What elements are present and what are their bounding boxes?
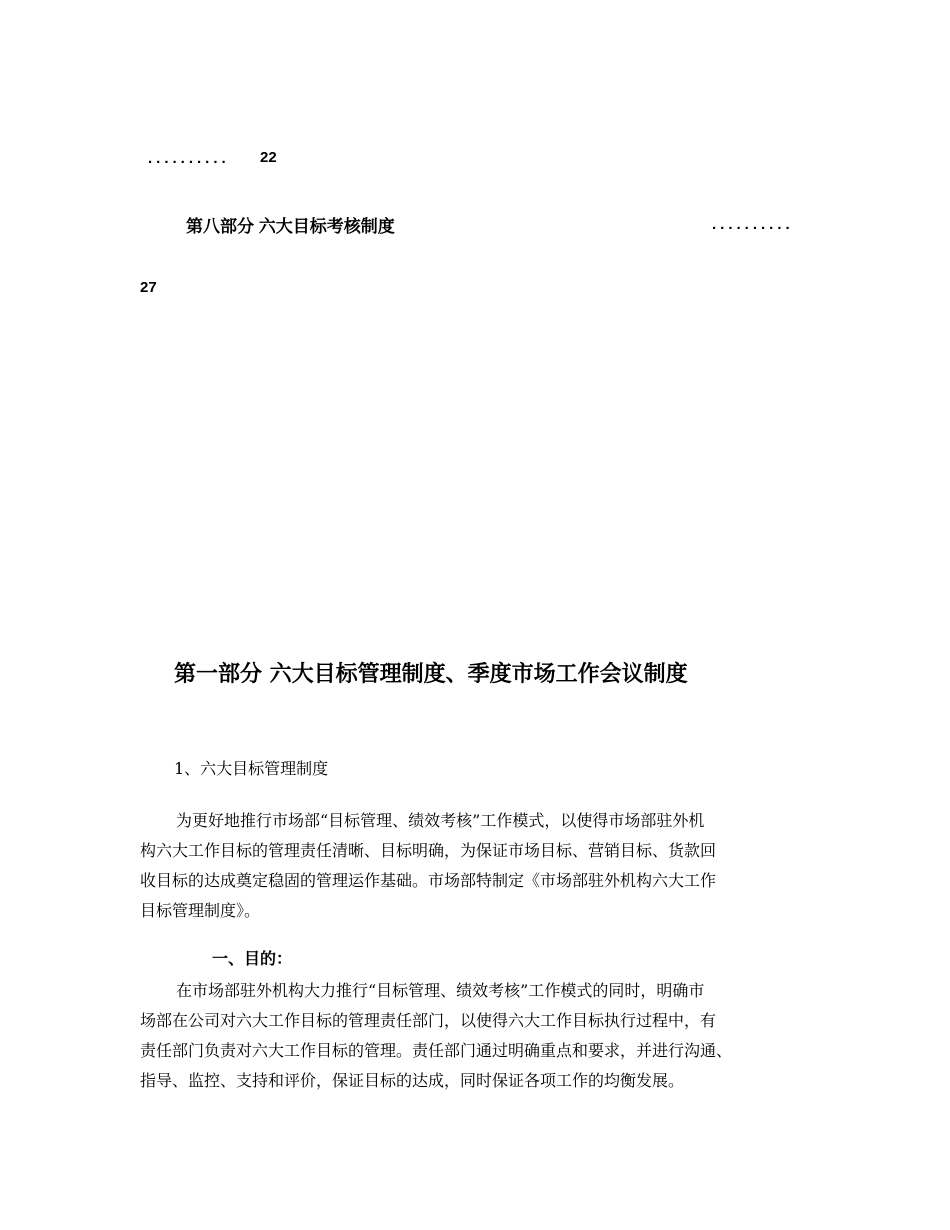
paragraph-line: 场部在公司对六大工作目标的管理责任部门，以使得六大工作目标执行过程中，有 [140, 1011, 717, 1030]
intro-paragraph [140, 806, 830, 926]
paragraph-line: 为更好地推行市场部“目标管理、绩效考核”工作模式，以使得市场部驻外机 [176, 811, 705, 830]
paragraph-line: 收目标的达成奠定稳固的管理运作基础。市场部特制定《市场部驻外机构六大工作 [140, 871, 717, 890]
toc-dot-leader: .......... [148, 150, 230, 167]
paragraph-line: 指导、监控、支持和评价，保证目标的达成，同时保证各项工作的均衡发展。 [140, 1071, 685, 1090]
toc-page-number: 22 [260, 149, 277, 166]
paragraph-line: 构六大工作目标的管理责任清晰、目标明确，为保证市场目标、营销目标、货款回 [140, 841, 717, 860]
item-title: 1、六大目标管理制度 [174, 759, 329, 778]
sub-heading: 一、目的： [212, 949, 293, 968]
purpose-paragraph [140, 976, 830, 1096]
section-title: 第一部分 六大目标管理制度、季度市场工作会议制度 [174, 662, 688, 687]
toc-entry-title: 第八部分 六大目标考核制度 [186, 217, 395, 236]
paragraph-line: 在市场部驻外机构大力推行“目标管理、绩效考核”工作模式的同时，明确市 [176, 981, 705, 1000]
toc-dot-leader: .......... [712, 216, 794, 233]
paragraph-line: 责任部门负责对六大工作目标的管理。责任部门通过明确重点和要求，并进行沟通、 [140, 1041, 733, 1060]
toc-page-number: 27 [140, 279, 157, 296]
paragraph-line: 目标管理制度》。 [140, 901, 261, 920]
